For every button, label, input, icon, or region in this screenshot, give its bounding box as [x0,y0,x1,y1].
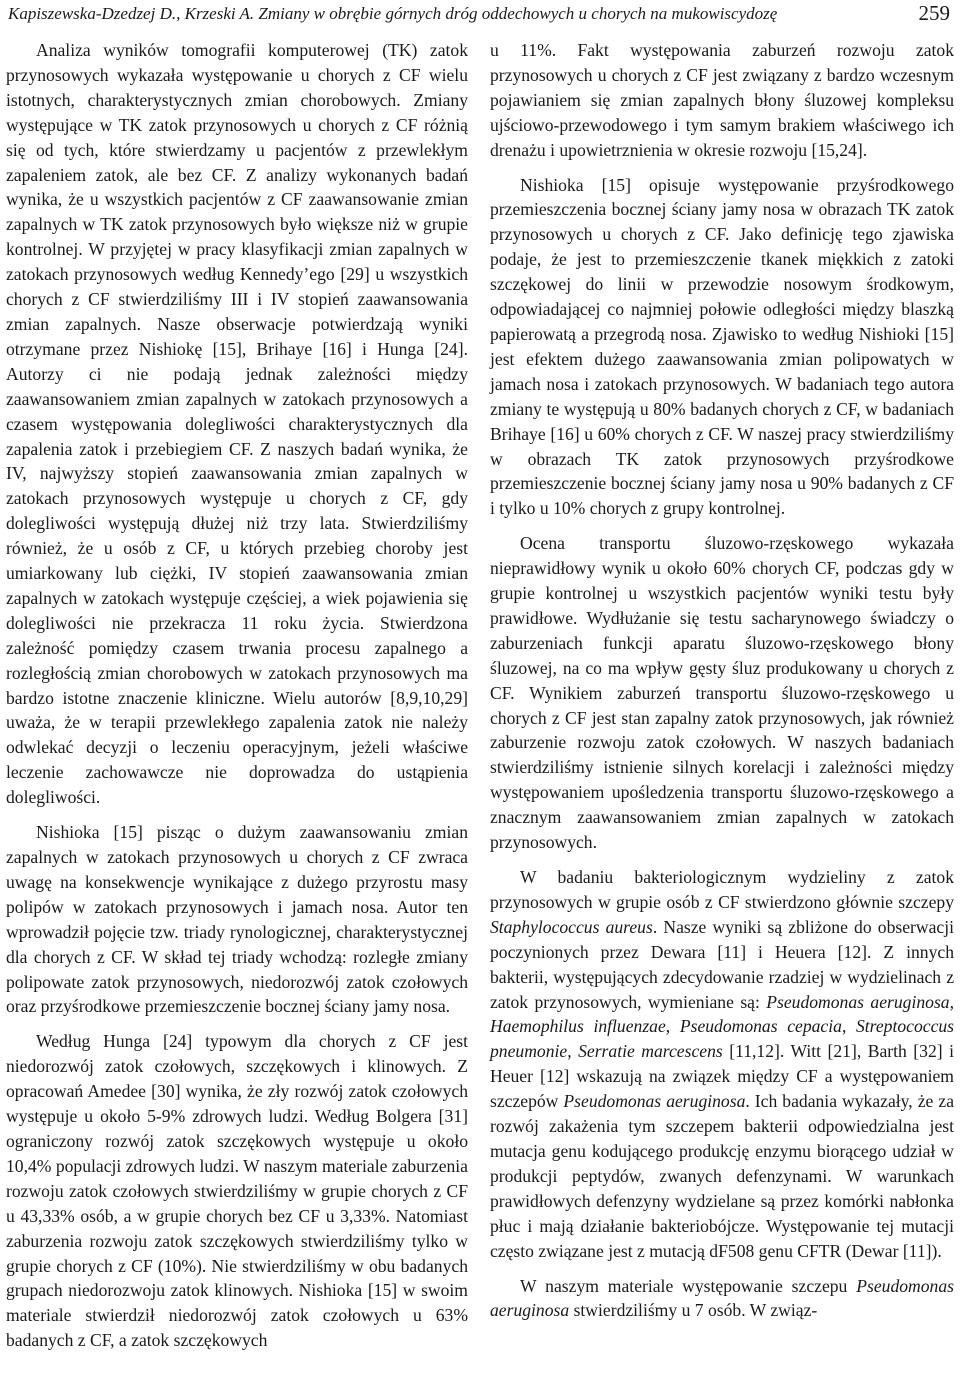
paragraph-bacteriology: W badaniu bakteriologicznym wydzieliny z zatok przynosowych w grupie osób z CF stwierdzono głównie szczepy Staphylococcus aureus. Nasze wyniki są zbliżone do obserwacji poczynionych przez Dewara [11] i Heuera [12]. Z innych bakterii, występujących zdecydowanie rzadziej w wydzielinach z zatok przynosowych, wymieniane są: Pseudomonas aeruginosa, Haemophilus influenzae, Pseudomonas cepacia, Streptococcus pneumonie, Serratie marcescens [11,12]. Witt [21], Barth [32] i Heuer [12] wskazują na związek między CF a występowaniem szczepów Pseudomonas aeruginosa. Ich badania wykazały, że za rozwój zakażenia tym szczepem bakterii odpowiedzialna jest mutacja genu kodującego produkcję enzymu biorącego udział w produkcji peptydów, zwanych defenzynami. W warunkach prawidłowych defenzyny wydzielane są przez komórki nabłonka płuc i mają działanie bakteriobójcze. Występowanie tej mutacji często związane jest z mutacją dF508 genu CFTR (Dewar [11]). [490,867,955,1261]
page-number: 259 [918,1,950,25]
paragraph-continuation: u 11%. Fakt występowania zaburzeń rozwoju zatok przynosowych u chorych z CF jest związany z bardzo wczesnym pojawianiem się zmian zapalnych błony śluzowej kompleksu ujściowo-przewodowego i tym samym brakiem właściwego ich drenażu i upowietrznienia w okresie rozwoju [15,24]. [490,40,954,160]
right-text-column [490,38,954,1323]
running-header [6,0,954,30]
paragraph-mucociliary-transport: Ocena transportu śluzowo-rzęskowego wykazała nieprawidłowy wynik u około 60% chorych CF, podczas gdy w grupie kontrolnej u wszystkich pacjentów wyniki testu były prawidłowe. Wydłużanie się testu sacharynowego świadczy o zaburzeniach funkcji aparatu śluzowo-rzęskowego błony śluzowej, na co ma wpływ gęsty śluz produkowany u chorych z CF. Wynikiem zaburzeń transportu śluzowo-rzęskowego u chorych z CF jest stan zapalny zatok przynosowych, jak również zaburzenie rozwoju zatok czołowych. W naszych badaniach stwierdziliśmy istnienie silnych korelacji i zależności między występowaniem upośledzenia transportu śluzowo-rzęskowego a znacznym zaawansowaniem zmian zapalnych w zatokach przynosowych. [490,533,954,853]
running-head-title: Kapiszewska-Dzedzej D., Krzeski A. Zmiany w obrębie górnych dróg oddechowych u chorych na mukowiscydozę [8,4,778,23]
paragraph-hung-underdevelopment: Według Hunga [24] typowym dla chorych z CF jest niedorozwój zatok czołowych, szczękowych i klinowych. Z opracowań Amedee [30] wynika, że zły rozwój zatok czołowych występuje u około 5-9% zdrowych ludzi. Według Bolgera [31] ograniczony rozwój zatok szczękowych występuje u około 10,4% populacji zdrowych ludzi. W naszym materiale zaburzenia rozwoju zatok czołowych stwierdziliśmy w grupie chorych z CF u 43,33% osób, a w grupie chorych bez CF u 3,33%. Natomiast zaburzenia rozwoju zatok szczękowych stwierdziliśmy tylko w grupie chorych z CF (10%). Nie stwierdziliśmy w obu badanych grupach niedorozwoju zatok klinowych. Nishioka [15] w swoim materiale stwierdził niedorozwój zatok czołowych u 63% badanych z CF, a zatok szczękowych [6,1031,468,1351]
paragraph-pseudomonas: W naszym materiale występowanie szczepu Pseudomonas aeruginosa stwierdziliśmy u 7 osób. W związ- [490,1275,954,1321]
left-text-column [6,38,468,1353]
paragraph-ct-analysis: Analiza wyników tomografii komputerowej (TK) zatok przynosowych wykazała występowanie u chorych z CF wielu istotnych, charakterystycznych zmian chorobowych. Zmiany występujące w TK zatok przynosowych u chorych z CF różnią się od tych, które stwierdzamy u pacjentów z przewlekłym zapaleniem zatok, ale bez CF. Z analizy wykonanych badań wynika, że u wszystkich pacjentów z CF zaawansowanie zmian zapalnych w TK zatok przynosowych było większe niż w grupie kontrolnej. W przyjętej w pracy klasyfikacji zmian zapalnych w zatokach przynosowych według Kennedy’ego [29] u wszystkich chorych z CF stwierdziliśmy III i IV stopień zaawansowania zmian zapalnych. Nasze obserwacje potwierdzają wyniki otrzymane przez Nishiokę [15], Brihaye [16] i Hunga [24]. Autorzy ci nie podają jednak zależności między zaawansowaniem zmian zapalnych w zatokach przynosowych a czasem występowania dolegliwości charakterystycznych dla zapalenia zatok i przebiegiem CF. Z naszych badań wynika, że IV, najwyższy stopień zaawansowania zmian zapalnych w zatokach przynosowych występuje u chorych z CF, gdy dolegliwości występują dłużej niż trzy lata. Stwierdziliśmy również, że u osób z CF, u których przebieg choroby jest umiarkowany lub ciężki, IV stopień zaawansowania zmian zapalnych w zatokach występuje częściej, a wiek pojawienia się dolegliwości nie przekracza 11 roku życia. Stwierdzona zależność pomiędzy czasem trwania procesu zapalnego a rozległością zmian chorobowych w zatokach przynosowych ma bardzo istotne znaczenie kliniczne. Wielu autorów [8,9,10,29] uważa, że w terapii przewlekłego zapalenia zatok nie należy odwlekać decyzji o leczeniu operacyjnym, jeżeli właściwe leczenie zachowawcze nie doprowadza do ustąpienia dolegliwości. [6,40,468,808]
paragraph-nishioka-triad: Nishioka [15] pisząc o dużym zaawansowaniu zmian zapalnych w zatokach przynosowych u chorych z CF zwraca uwagę na konsekwencje wynikające z dużego przyrostu masy polipów w zatokach przynosowych i jamach nosa. Autor ten wprowadził pojęcie tzw. triady rynologicznej, charakterystycznej dla chorych z CF. W skład tej triady wchodzą: rozległe zmiany polipowate zatok przynosowych, niedorozwój zatok czołowych oraz przyśrodkowe przemieszczenie bocznej ściany jamy nosa. [6,822,468,1017]
paragraph-medial-displacement: Nishioka [15] opisuje występowanie przyśrodkowego przemieszczenia bocznej ściany jamy nosa w obrazach TK zatok przynosowych u chorych z CF. Jako definicję tego zjawiska podaje, że jest to przemieszczenie tkanek miękkich z zatoki szczękowej do linii w przewodzie nosowym środkowym, odpowiadającej co najmniej połowie odległości między blaszką papierowatą a przegrodą nosa. Zjawisko to według Nishioki [15] jest efektem dużego zaawansowania zmian polipowatych w jamach nosa i zatokach przynosowych. W badaniach tego autora zmiany te występują u 80% badanych chorych z CF, w badaniach Brihaye [16] u 60% chorych z CF. W naszej pracy stwierdziliśmy w obrazach TK zatok przynosowych przyśrodkowe przemieszczenie bocznej ściany jamy nosa u 90% badanych z CF i tylko u 10% chorych z grupy kontrolnej. [490,174,954,519]
